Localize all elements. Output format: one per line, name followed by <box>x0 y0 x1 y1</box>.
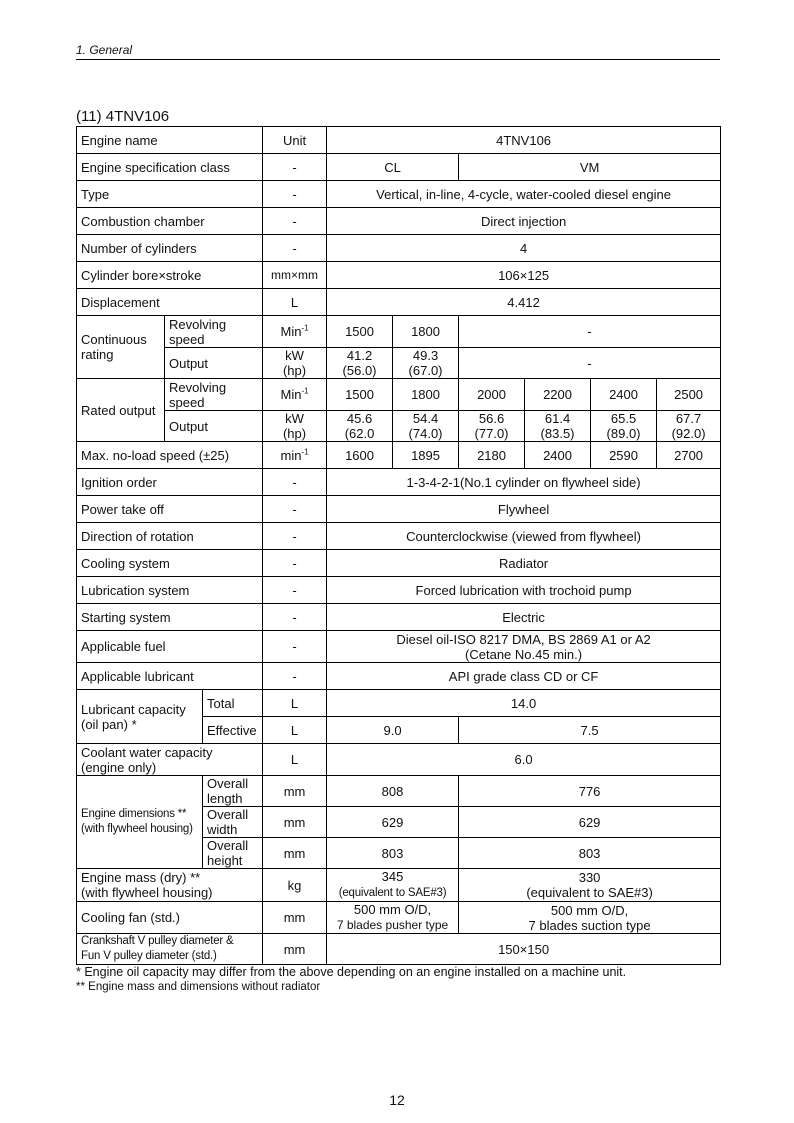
label-dim-height <box>203 838 263 869</box>
label-type: Type <box>77 181 263 208</box>
unit-lubrication: - <box>263 577 327 604</box>
mass-cl-note: (equivalent to SAE#3) <box>338 887 447 899</box>
lub-effective-vm: 7.5 <box>459 717 721 744</box>
label-spec-class: Engine specification class <box>77 154 263 181</box>
value-coolant: 6.0 <box>327 744 721 776</box>
row-mass <box>77 869 721 902</box>
row-pulley <box>77 934 721 965</box>
row-starting <box>77 604 721 631</box>
hp-value: (56.0) <box>342 363 377 378</box>
dim-length-vm: 776 <box>459 776 721 807</box>
label-engine-name: Engine name <box>77 127 263 154</box>
noload-4: 2400 <box>525 442 591 469</box>
noload-2: 1895 <box>393 442 459 469</box>
coolant-line-2: (engine only) <box>81 759 157 775</box>
unit-lub-effective: L <box>263 717 327 744</box>
fan-cl-line-2: 7 blades pusher type <box>336 918 449 932</box>
value-lubricant: API grade class CD or CF <box>327 663 721 690</box>
unit-base: Min <box>280 324 302 339</box>
unit-lub-total: L <box>263 690 327 717</box>
value-pulley: 150×150 <box>327 934 721 965</box>
row-pto <box>77 496 721 523</box>
row-rated-speed <box>77 379 721 411</box>
value-bore-stroke: 106×125 <box>327 262 721 289</box>
pulley-line-1: Crankshaft V pulley diameter & <box>81 935 234 947</box>
dim-label-line-1: Overall <box>207 807 249 822</box>
mass-vm-note: (equivalent to SAE#3) <box>526 885 653 900</box>
mass-vm <box>459 869 721 902</box>
label-pto: Power take off <box>77 496 263 523</box>
value-combustion: Direct injection <box>327 208 721 235</box>
label-dim-length <box>203 776 263 807</box>
rated-speed-3: 2000 <box>459 379 525 411</box>
unit-coolant: L <box>263 744 327 776</box>
mass-cl <box>327 869 459 902</box>
unit-dim-width: mm <box>263 807 327 838</box>
dim-length-cl: 808 <box>327 776 459 807</box>
row-bore-stroke <box>77 262 721 289</box>
value-lub-total: 14.0 <box>327 690 721 717</box>
continuous-speed-rest: - <box>459 316 721 348</box>
unit-cylinders: - <box>263 235 327 262</box>
header-rule <box>76 59 720 60</box>
unit-continuous-output <box>263 348 327 379</box>
value-fuel <box>327 631 721 663</box>
running-header: 1. General <box>76 43 133 57</box>
label-fan: Cooling fan (std.) <box>77 902 263 934</box>
unit-spec-class: - <box>263 154 327 181</box>
unit-rated-output <box>263 411 327 442</box>
label-max-noload: Max. no-load speed (±25) <box>77 442 263 469</box>
kw-value: 54.4 <box>412 411 439 426</box>
rated-speed-5: 2400 <box>591 379 657 411</box>
kw-value: 49.3 <box>412 348 439 363</box>
unit-hp: (hp) <box>282 426 307 441</box>
label-dimensions <box>77 776 203 869</box>
value-starting: Electric <box>327 604 721 631</box>
fan-cl <box>327 902 459 934</box>
unit-hp: (hp) <box>282 363 307 378</box>
coolant-line-1: Coolant water capacity <box>81 744 213 760</box>
hp-value: (77.0) <box>474 426 509 441</box>
label-continuous-speed: Revolving speed <box>165 316 263 348</box>
row-lubrication <box>77 577 721 604</box>
label-rated-speed: Revolving speed <box>165 379 263 411</box>
hp-value: (92.0) <box>671 426 706 441</box>
dim-height-cl: 803 <box>327 838 459 869</box>
unit-kw: kW <box>285 348 304 363</box>
label-fuel: Applicable fuel <box>77 631 263 663</box>
dim-label-line-1: Overall <box>207 776 249 791</box>
unit-pulley: mm <box>263 934 327 965</box>
row-dim-length <box>77 776 721 807</box>
page-number: 12 <box>389 1092 405 1108</box>
rated-output-6 <box>657 411 721 442</box>
label-rotation: Direction of rotation <box>77 523 263 550</box>
unit-max-noload <box>263 442 327 469</box>
unit-kw: kW <box>285 411 304 426</box>
label-continuous-rating: Continuous rating <box>77 316 165 379</box>
unit-combustion: - <box>263 208 327 235</box>
unit-header: Unit <box>263 127 327 154</box>
dimensions-line-2: (with flywheel housing) <box>81 823 193 835</box>
row-type <box>77 181 721 208</box>
noload-5: 2590 <box>591 442 657 469</box>
unit-dim-height: mm <box>263 838 327 869</box>
label-combustion: Combustion chamber <box>77 208 263 235</box>
label-displacement: Displacement <box>77 289 263 316</box>
row-spec-class <box>77 154 721 181</box>
value-cylinders: 4 <box>327 235 721 262</box>
unit-base: min <box>280 447 302 463</box>
engine-spec-table <box>76 126 721 965</box>
unit-starting: - <box>263 604 327 631</box>
value-type: Vertical, in-line, 4-cycle, water-cooled diesel engine <box>327 181 721 208</box>
row-max-noload <box>77 442 721 469</box>
label-cooling: Cooling system <box>77 550 263 577</box>
unit-sup: -1 <box>301 323 309 333</box>
hp-value: (83.5) <box>540 426 575 441</box>
rated-speed-2: 1800 <box>393 379 459 411</box>
mass-line-1: Engine mass (dry) ** <box>81 870 201 885</box>
value-displacement: 4.412 <box>327 289 721 316</box>
kw-value: 56.6 <box>478 411 505 426</box>
continuous-speed-2: 1800 <box>393 316 459 348</box>
unit-bore-stroke: mm×mm <box>263 262 327 289</box>
mass-cl-value: 345 <box>381 869 404 884</box>
hp-value: (89.0) <box>606 426 641 441</box>
rated-speed-1: 1500 <box>327 379 393 411</box>
rated-output-3 <box>459 411 525 442</box>
unit-sup: -1 <box>301 447 309 457</box>
class-vm: VM <box>459 154 721 181</box>
label-lub-effective: Effective <box>203 717 263 744</box>
value-lubrication: Forced lubrication with trochoid pump <box>327 577 721 604</box>
noload-1: 1600 <box>327 442 393 469</box>
dim-width-cl: 629 <box>327 807 459 838</box>
lub-effective-cl: 9.0 <box>327 717 459 744</box>
unit-sup: -1 <box>301 386 309 396</box>
row-cooling <box>77 550 721 577</box>
unit-mass: kg <box>263 869 327 902</box>
unit-fan: mm <box>263 902 327 934</box>
unit-dim-length: mm <box>263 776 327 807</box>
fan-vm-line-1: 500 mm O/D, <box>550 902 629 918</box>
fuel-line-2: (Cetane No.45 min.) <box>465 646 583 662</box>
label-rated-output: Rated output <box>77 379 165 442</box>
label-starting: Starting system <box>77 604 263 631</box>
continuous-output-2 <box>393 348 459 379</box>
continuous-speed-1: 1500 <box>327 316 393 348</box>
dim-label-line-1: Overall <box>207 838 249 853</box>
row-coolant <box>77 744 721 776</box>
unit-cooling: - <box>263 550 327 577</box>
row-fuel <box>77 631 721 663</box>
row-lub-total <box>77 690 721 717</box>
mass-line-2: (with flywheel housing) <box>81 885 213 900</box>
unit-ignition: - <box>263 469 327 496</box>
rated-output-5 <box>591 411 657 442</box>
fuel-line-1: Diesel oil-ISO 8217 DMA, BS 2869 A1 or A2 <box>396 631 651 647</box>
value-cooling: Radiator <box>327 550 721 577</box>
label-pulley <box>77 934 263 965</box>
section-title: (11) 4TNV106 <box>76 108 170 125</box>
label-cylinders: Number of cylinders <box>77 235 263 262</box>
label-continuous-output: Output <box>165 348 263 379</box>
fan-vm-line-2: 7 blades suction type <box>528 917 651 933</box>
row-rotation <box>77 523 721 550</box>
class-cl: CL <box>327 154 459 181</box>
noload-6: 2700 <box>657 442 721 469</box>
dim-label-line-2: height <box>207 853 243 868</box>
value-pto: Flywheel <box>327 496 721 523</box>
value-rotation: Counterclockwise (viewed from flywheel) <box>327 523 721 550</box>
label-lubricant: Applicable lubricant <box>77 663 263 690</box>
row-combustion <box>77 208 721 235</box>
dim-label-line-2: length <box>207 791 243 806</box>
rated-output-1 <box>327 411 393 442</box>
lub-capacity-line-1: Lubricant capacity <box>81 701 186 717</box>
unit-base: Min <box>280 387 302 402</box>
label-lub-total: Total <box>203 690 263 717</box>
unit-continuous-speed <box>263 316 327 348</box>
row-cylinders <box>77 235 721 262</box>
rated-speed-6: 2500 <box>657 379 721 411</box>
hp-value: (62.0 <box>344 426 375 441</box>
label-bore-stroke: Cylinder bore×stroke <box>77 262 263 289</box>
kw-value: 45.6 <box>346 411 373 426</box>
label-coolant <box>77 744 263 776</box>
kw-value: 41.2 <box>346 348 373 363</box>
dim-width-vm: 629 <box>459 807 721 838</box>
label-ignition: Ignition order <box>77 469 263 496</box>
kw-value: 61.4 <box>544 411 571 426</box>
pulley-line-2: Fun V pulley diameter (std.) <box>81 950 217 962</box>
rated-output-2 <box>393 411 459 442</box>
dimensions-line-1: Engine dimensions ** <box>81 808 187 820</box>
kw-value: 65.5 <box>610 411 637 426</box>
row-rated-output <box>77 411 721 442</box>
dim-label-line-2: width <box>207 822 238 837</box>
label-rated-output-sub: Output <box>165 411 263 442</box>
footnote-mass-dimensions: ** Engine mass and dimensions without radiator <box>76 981 321 993</box>
row-lubricant <box>77 663 721 690</box>
label-lub-capacity <box>77 690 203 744</box>
unit-type: - <box>263 181 327 208</box>
footnote-oil-capacity: * Engine oil capacity may differ from the above depending on an engine installed on a machine unit. <box>76 965 627 979</box>
dim-height-vm: 803 <box>459 838 721 869</box>
label-mass <box>77 869 263 902</box>
rated-speed-4: 2200 <box>525 379 591 411</box>
unit-rotation: - <box>263 523 327 550</box>
fan-cl-line-1: 500 mm O/D, <box>353 902 432 917</box>
rated-output-4 <box>525 411 591 442</box>
noload-3: 2180 <box>459 442 525 469</box>
unit-displacement: L <box>263 289 327 316</box>
row-engine-name <box>77 127 721 154</box>
unit-lubricant: - <box>263 663 327 690</box>
kw-value: 67.7 <box>675 411 702 426</box>
label-dim-width <box>203 807 263 838</box>
continuous-output-1 <box>327 348 393 379</box>
hp-value: (74.0) <box>408 426 443 441</box>
row-continuous-output <box>77 348 721 379</box>
lub-capacity-line-2: (oil pan) * <box>81 716 137 732</box>
unit-fuel: - <box>263 631 327 663</box>
hp-value: (67.0) <box>408 363 443 378</box>
continuous-output-rest: - <box>459 348 721 379</box>
unit-rated-speed <box>263 379 327 411</box>
row-displacement <box>77 289 721 316</box>
fan-vm <box>459 902 721 934</box>
unit-pto: - <box>263 496 327 523</box>
row-ignition <box>77 469 721 496</box>
row-continuous-speed <box>77 316 721 348</box>
row-fan <box>77 902 721 934</box>
label-lubrication: Lubrication system <box>77 577 263 604</box>
value-ignition: 1-3-4-2-1(No.1 cylinder on flywheel side) <box>327 469 721 496</box>
mass-vm-value: 330 <box>578 870 601 885</box>
value-engine-name: 4TNV106 <box>327 127 721 154</box>
